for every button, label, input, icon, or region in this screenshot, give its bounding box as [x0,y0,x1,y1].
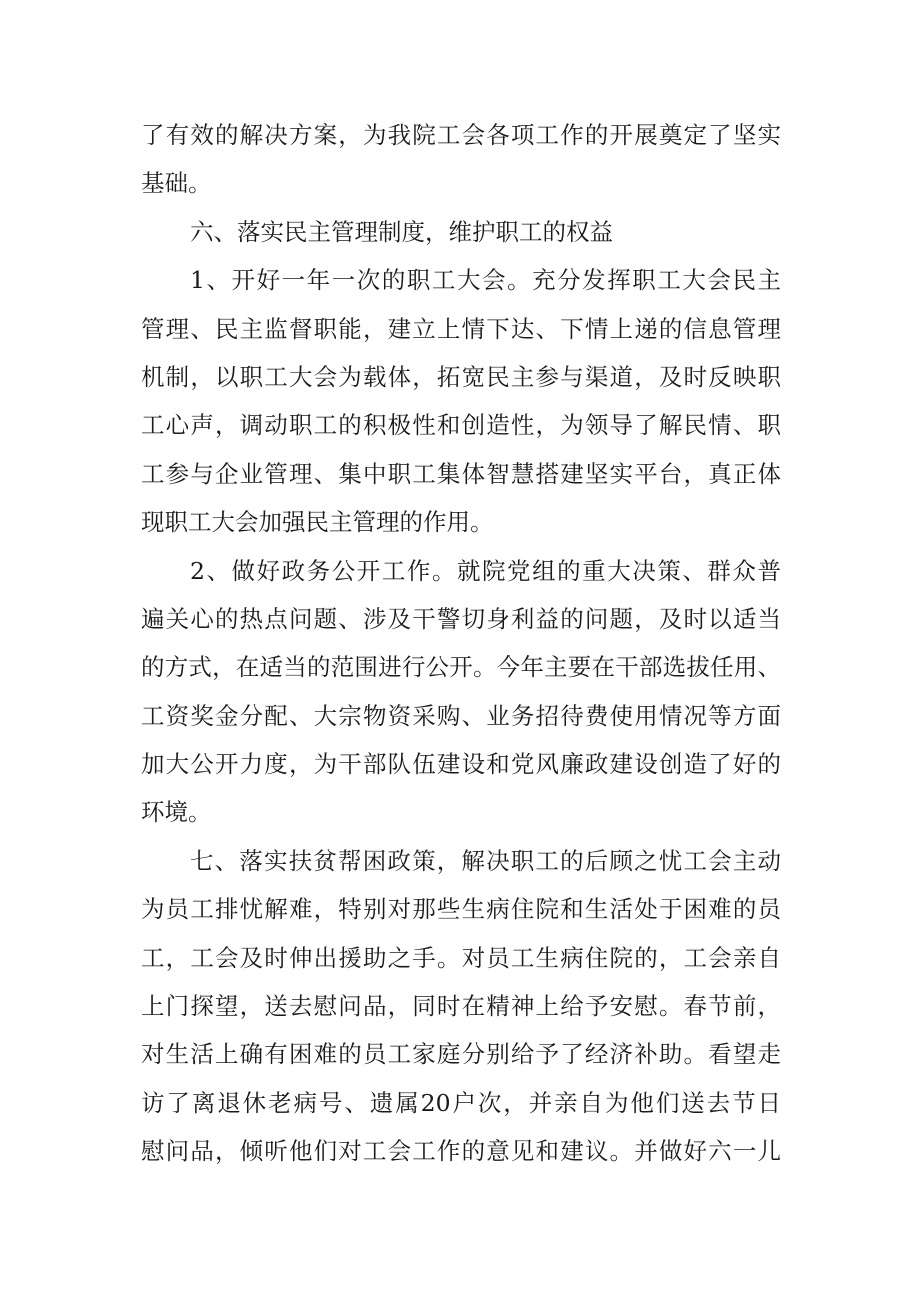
text-line-22: 慰问品，倾听他们对工会工作的意见和建议。并做好六一儿 [141,1137,781,1166]
text-line-12: 的方式，在适当的范围进行公开。今年主要在干部选拔任用、 [141,653,781,682]
text-line-20: 对生活上确有困难的员工家庭分别给予了经济补助。看望走 [141,1040,781,1069]
text-line-4: 1、开好一年一次的职工大会。充分发挥职工大会民主 [190,266,781,295]
text-line-19: 上门探望，送去慰问品，同时在精神上给予安慰。春节前， [141,992,781,1021]
text-line-2: 基础。 [141,169,212,198]
section-heading-7: 七、落实扶贫帮困政策，解决职工的后顾之忧工会主动 [190,846,781,875]
text-line-14: 加大公开力度，为干部队伍建设和党风廉政建设创造了好的 [141,750,781,779]
text-line-6: 机制，以职工大会为载体，拓宽民主参与渠道，及时反映职 [141,362,781,391]
text-line-15: 环境。 [141,798,212,827]
text-line-17: 为员工排忧解难，特别对那些生病住院和生活处于困难的员 [141,895,781,924]
document-body [141,111,781,1176]
text-line-11: 遍关心的热点问题、涉及干警切身利益的问题，及时以适当 [141,604,781,633]
text-line-7: 工心声，调动职工的积极性和创造性，为领导了解民情、职 [141,411,781,440]
text-line-21: 访了离退休老病号、遗属20户次，并亲自为他们送去节日 [141,1088,781,1117]
text-line-8: 工参与企业管理、集中职工集体智慧搭建坚实平台，真正体 [141,459,781,488]
text-line-5: 管理、民主监督职能，建立上情下达、下情上递的信息管理 [141,314,781,343]
text-line-1: 了有效的解决方案，为我院工会各项工作的开展奠定了坚实 [141,121,781,149]
text-line-9: 现职工大会加强民主管理的作用。 [141,508,494,537]
section-heading-6: 六、落实民主管理制度，维护职工的权益 [190,217,613,246]
text-line-18: 工，工会及时伸出援助之手。对员工生病住院的，工会亲自 [141,943,781,972]
text-line-10: 2、做好政务公开工作。就院党组的重大决策、群众普 [190,556,781,585]
text-line-13: 工资奖金分配、大宗物资采购、业务招待费使用情况等方面 [141,701,781,730]
